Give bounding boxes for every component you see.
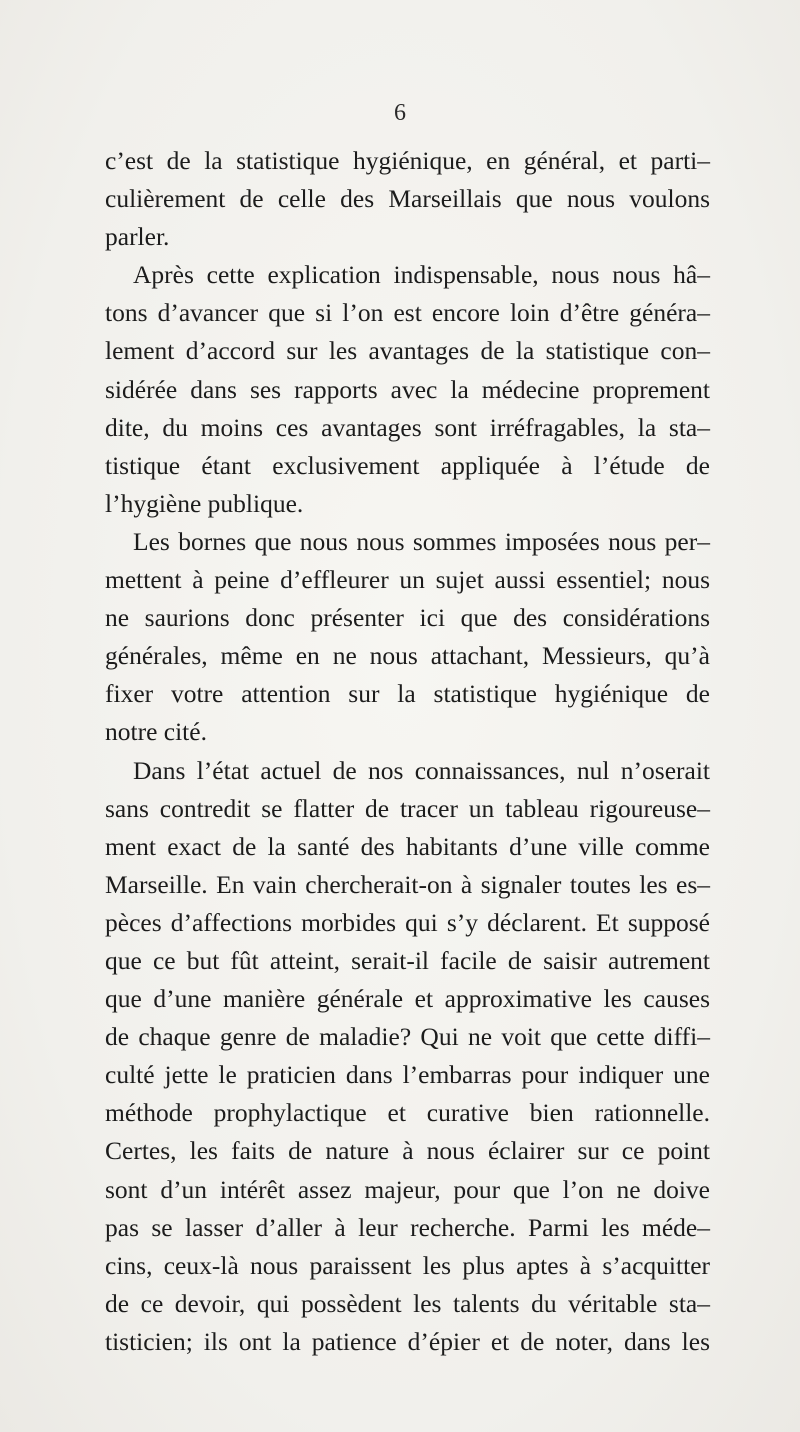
text-line: Dans l’état actuel de nos connaissances, nul n’oserait <box>133 755 710 785</box>
text-line: sidérée dans ses rapports avec la médecine proprement <box>105 374 710 404</box>
text-line: sans contredit se flatter de tracer un tableau rigoureuse– <box>105 793 710 823</box>
text-line: fixer votre attention sur la statistique hygiénique de <box>105 679 710 709</box>
text-line: que d’une manière générale et approximative les causes <box>105 984 710 1014</box>
text-line: l’hygiène publique. <box>105 488 304 518</box>
text-line: sont d’un intérêt assez majeur, pour que l’on ne doive <box>105 1174 710 1204</box>
text-line: lement d’accord sur les avantages de la statistique con– <box>105 336 710 366</box>
text-line: mettent à peine d’effleurer un sujet aussi essentiel; nous <box>105 565 710 595</box>
text-line: de ce devoir, qui possèdent les talents du véritable sta– <box>105 1288 710 1318</box>
text-line: Après cette explication indispensable, nous nous hâ– <box>133 260 710 290</box>
text-line: c’est de la statistique hygiénique, en général, et parti– <box>105 146 710 175</box>
text-line: générales, même en ne nous attachant, Messieurs, qu’à <box>105 641 710 671</box>
text-line: Certes, les faits de nature à nous éclairer sur ce point <box>105 1136 710 1166</box>
text-line: tons d’avancer que si l’on est encore loin d’être généra– <box>105 298 710 328</box>
text-line: tistique étant exclusivement appliquée à l’étude de <box>105 450 710 480</box>
text-line: que ce but fût atteint, serait-il facile de saisir autrement <box>105 945 710 975</box>
body-text <box>105 142 710 1361</box>
text-line: méthode prophylactique et curative bien rationnelle. <box>105 1098 710 1128</box>
text-line: de chaque genre de maladie? Qui ne voit que cette diffi– <box>105 1022 710 1052</box>
text-line: culté jette le praticien dans l’embarras pour indiquer une <box>105 1060 710 1090</box>
text-line: Marseille. En vain chercherait-on à signaler toutes les es– <box>105 869 710 899</box>
text-line: notre cité. <box>105 717 207 747</box>
text-line: tisticien; ils ont la patience d’épier et de noter, dans les <box>105 1326 710 1356</box>
page-number: 6 <box>394 100 406 126</box>
text-line: ment exact de la santé des habitants d’une ville comme <box>105 831 710 861</box>
text-line: pèces d’affections morbides qui s’y déclarent. Et supposé <box>105 907 710 937</box>
text-line: ne saurions donc présenter ici que des considérations <box>105 603 710 633</box>
text-line: cins, ceux-là nous paraissent les plus aptes à s’acquitter <box>105 1250 710 1280</box>
text-line: Les bornes que nous nous sommes imposées nous per– <box>133 526 710 556</box>
text-line: dite, du moins ces avantages sont irréfragables, la sta– <box>105 412 710 442</box>
text-line: parler. <box>105 222 170 252</box>
text-line: culièrement de celle des Marseillais que nous voulons <box>105 184 710 214</box>
text-line: pas se lasser d’aller à leur recherche. Parmi les méde– <box>105 1212 710 1242</box>
